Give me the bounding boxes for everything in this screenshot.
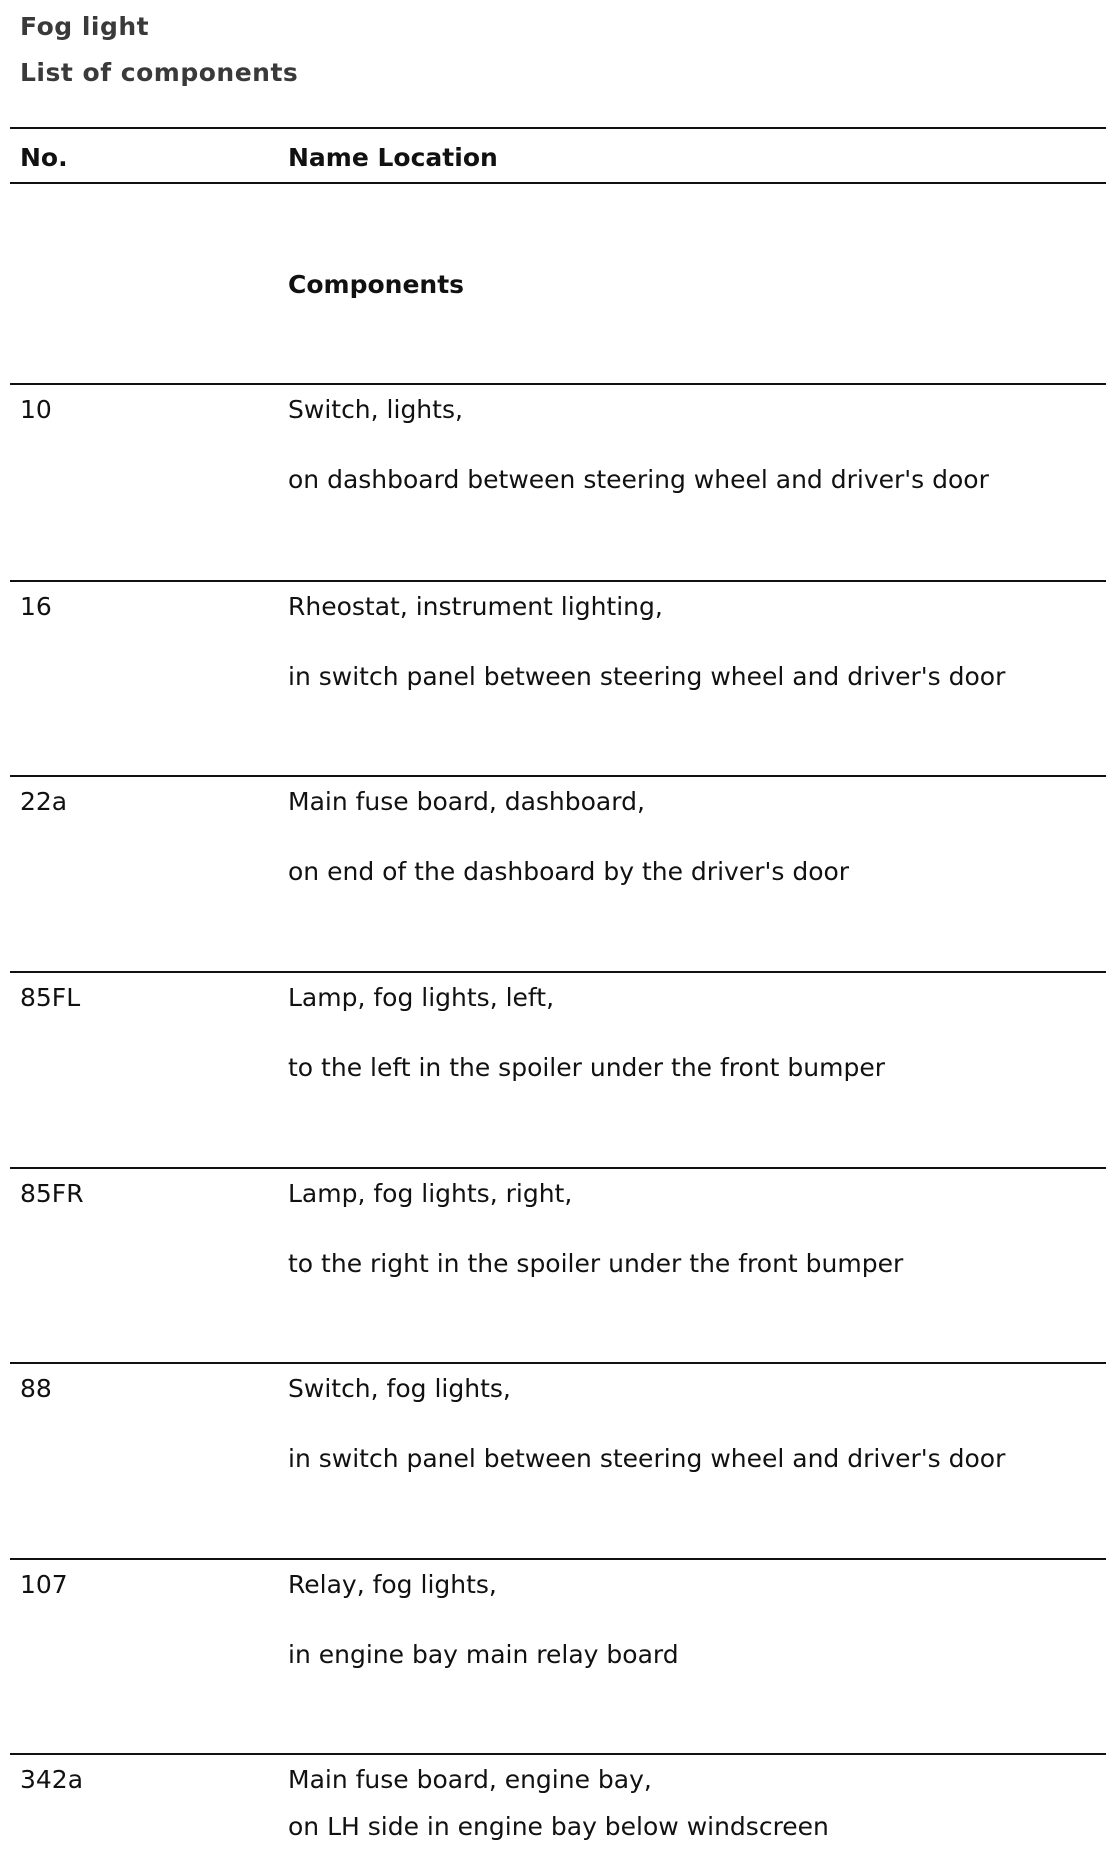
row-location: to the right in the spoiler under the front bumper	[288, 1249, 904, 1278]
row-name: Main fuse board, engine bay,	[288, 1765, 652, 1794]
row-location: on dashboard between steering wheel and driver's door	[288, 465, 989, 494]
row-name: Rheostat, instrument lighting,	[288, 592, 663, 621]
row-no: 10	[20, 395, 52, 424]
row-name: Switch, lights,	[288, 395, 463, 424]
row-no: 85FL	[20, 983, 81, 1012]
row-rule	[10, 383, 1106, 385]
row-rule	[10, 1167, 1106, 1169]
row-no: 107	[20, 1570, 68, 1599]
row-location: in switch panel between steering wheel and driver's door	[288, 662, 1006, 691]
row-rule	[10, 580, 1106, 582]
section-label: Components	[288, 270, 465, 299]
row-name: Lamp, fog lights, left,	[288, 983, 555, 1012]
row-location: in switch panel between steering wheel and driver's door	[288, 1444, 1006, 1473]
row-rule	[10, 775, 1106, 777]
row-name: Relay, fog lights,	[288, 1570, 497, 1599]
header-top-rule	[10, 127, 1106, 129]
row-no: 342a	[20, 1765, 84, 1794]
row-rule	[10, 1558, 1106, 1560]
row-no: 16	[20, 592, 52, 621]
row-rule	[10, 1362, 1106, 1364]
page-subtitle: List of components	[20, 58, 299, 87]
row-name: Main fuse board, dashboard,	[288, 787, 645, 816]
row-location: on end of the dashboard by the driver's door	[288, 857, 850, 886]
header-bottom-rule	[10, 182, 1106, 184]
row-location: to the left in the spoiler under the front bumper	[288, 1053, 886, 1082]
row-location: on LH side in engine bay below windscreen	[288, 1812, 829, 1841]
row-no: 85FR	[20, 1179, 84, 1208]
row-name: Lamp, fog lights, right,	[288, 1179, 573, 1208]
page-title: Fog light	[20, 12, 150, 41]
header-no: No.	[20, 143, 68, 172]
row-no: 88	[20, 1374, 52, 1403]
row-no: 22a	[20, 787, 68, 816]
row-name: Switch, fog lights,	[288, 1374, 511, 1403]
row-rule	[10, 971, 1106, 973]
header-name-location: Name Location	[288, 143, 498, 172]
row-rule	[10, 1753, 1106, 1755]
row-location: in engine bay main relay board	[288, 1640, 679, 1669]
